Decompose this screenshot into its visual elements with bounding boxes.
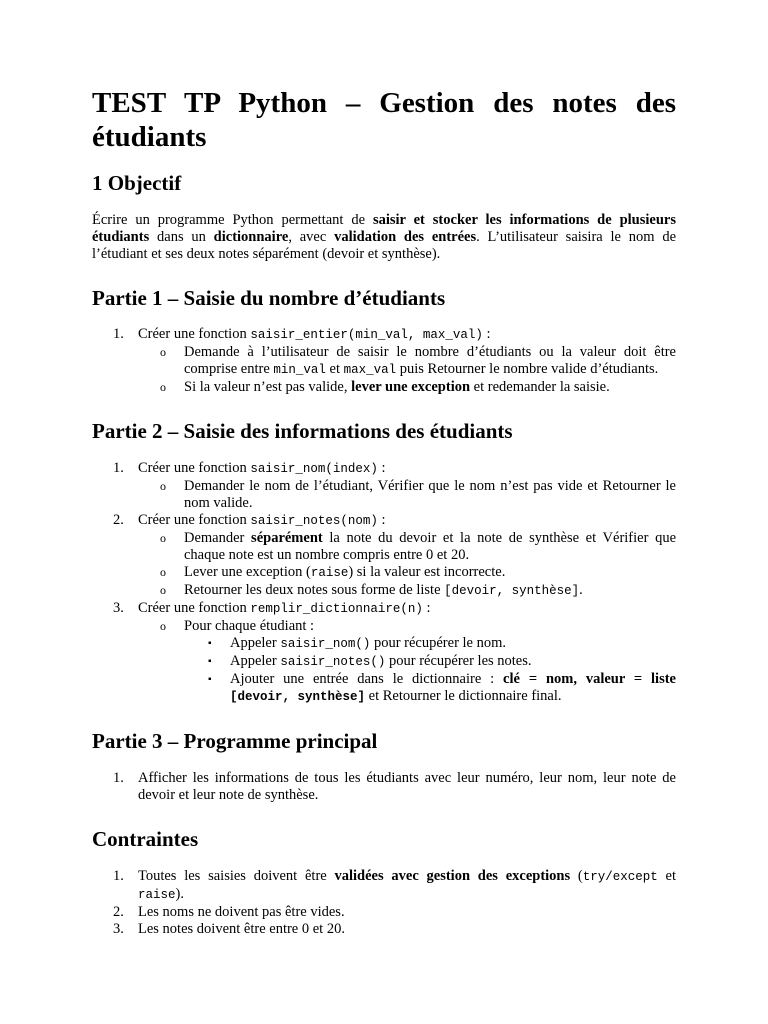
sub-sub-list-item: ▪ Ajouter une entrée dans le dictionnaire : clé = nom, valeur = liste [devoir, synthèse] et Retourner le dictionnaire final. [208, 671, 676, 704]
sub-sub-list-item: ▪ Appeler saisir_nom() pour récupérer le nom. [208, 635, 507, 651]
sub-list-item: o Demander séparément la note du devoir et la note de synthèse et Vérifier que chaque note est un nombre compris entre 0 et 20. [160, 530, 677, 563]
sub-sub-list-item: ▪ Appeler saisir_notes() pour récupérer les notes. [208, 653, 532, 669]
section-heading-partie-1: Partie 1 – Saisie du nombre d’étudiants [92, 286, 446, 310]
list-item: 1. Toutes les saisies doivent être validées avec gestion des exceptions (try/except et raise). [113, 868, 676, 902]
sub-list-item: o Pour chaque étudiant : [160, 618, 315, 634]
partie-3-list [92, 770, 676, 804]
list-item: 2. Créer une fonction saisir_notes(nom) : [113, 512, 386, 528]
section-heading-objectif: 1 Objectif [92, 171, 182, 195]
list-item: 3. Créer une fonction remplir_dictionnaire(n) : [113, 600, 431, 616]
sub-list-item: o Demander le nom de l’étudiant, Vérifier que le nom n’est pas vide et Retourner le nom valide. [160, 478, 676, 511]
section-heading-contraintes: Contraintes [92, 827, 199, 851]
list-item: 1. Créer une fonction saisir_entier(min_val, max_val) : [113, 326, 491, 342]
list-item: 3. Les notes doivent être entre 0 et 20. [113, 921, 345, 937]
sub-list-item: o Retourner les deux notes sous forme de liste [devoir, synthèse]. [160, 582, 583, 598]
sub-list-item: o Lever une exception (raise) si la valeur est incorrecte. [160, 564, 506, 580]
list-item: 1. Créer une fonction saisir_nom(index) : [113, 460, 386, 476]
sub-list-item: o Si la valeur n’est pas valide, lever une exception et redemander la saisie. [160, 379, 610, 395]
list-item: 1. Afficher les informations de tous les étudiants avec leur numéro, leur nom, leur note de devoir et leur note de synthèse. [113, 770, 676, 803]
document-title [92, 86, 676, 154]
sub-list-item: o Demande à l’utilisateur de saisir le nombre d’étudiants ou la valeur doit être comprise entre min_val et max_val puis Retourner le nombre valide d’étudiants. [160, 344, 676, 377]
contraintes-list [92, 868, 676, 938]
section-heading-partie-3: Partie 3 – Programme principal [92, 729, 378, 753]
partie-2-list [92, 460, 676, 706]
title-line-1: TEST TP Python – Gestion des notes des [92, 87, 676, 119]
document-page [92, 86, 676, 938]
partie-1-list [92, 326, 676, 396]
objectif-paragraph: Écrire un programme Python permettant de saisir et stocker les informations de plusieurs étudiants dans un dictionnaire, avec validation des entrées. L’utilisateur saisira le nom de l’étudiant et ses deux notes séparément (devoir et synthèse). [92, 212, 677, 262]
title-line-2: étudiants [92, 121, 207, 153]
section-heading-partie-2: Partie 2 – Saisie des informations des étudiants [92, 419, 513, 443]
list-item: 2. Les noms ne doivent pas être vides. [113, 904, 345, 920]
